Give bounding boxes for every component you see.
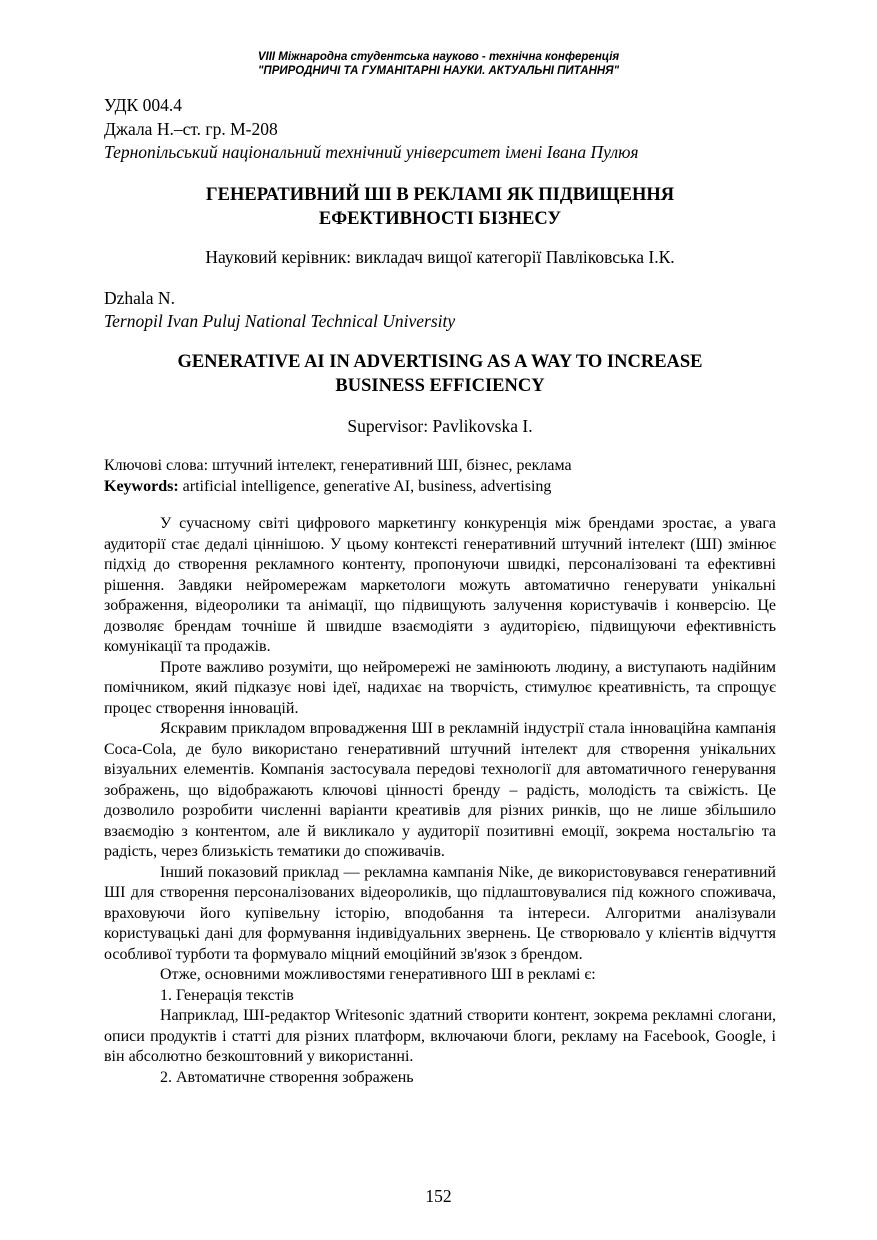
- supervisor-ua: Науковий керівник: викладач вищої категорії Павліковська І.К.: [205, 247, 675, 267]
- paragraph-3: Яскравим прикладом впровадження ШІ в рекламній індустрії стала інноваційна кампанія Coca-Cola, де було використано генеративний штучний інтелект для створення унікальних візуальних елементів. Компанія застосувала передові технології для автоматичного генерування зображень, що відображають ключові цінності бренду – радість, молодість та свіжість. Це дозволило розробити численні варіанти креативів для різних ринків, що не лише збільшило взаємодію з контентом, але й викликало у аудиторії позитивні емоції, зокрема ностальгію та радість, через близькість тематики до споживачів.: [104, 720, 776, 860]
- supervisor-en: Supervisor: Pavlikovska I.: [347, 416, 533, 436]
- title-en-line-1: GENERATIVE AI IN ADVERTISING AS A WAY TO INCREASE: [177, 352, 703, 372]
- title-ua-line-2: ЕФЕКТИВНОСТІ БІЗНЕСУ: [318, 209, 562, 229]
- title-ua: [104, 183, 776, 231]
- title-en: [104, 350, 776, 398]
- conference-name: VIII Міжнародна студентська науково - технічна конференція: [257, 51, 620, 63]
- keywords-ua: Ключові слова: штучний інтелект, генеративний ШІ, бізнес, реклама: [104, 457, 572, 474]
- conference-header: [0, 50, 877, 78]
- udk-code: УДК 004.4: [104, 95, 182, 115]
- paragraph-5: Отже, основними можливостями генеративного ШІ в рекламі є:: [160, 966, 596, 983]
- affiliation-en: Ternopil Ivan Puluj National Technical University: [104, 311, 456, 331]
- keywords-en-list: artificial intelligence, generative AI, business, advertising: [178, 478, 552, 495]
- paragraph-2: Проте важливо розуміти, що нейромережі не замінюють людину, а виступають надійним помічником, який підказує нові ідеї, надихає на творчість, стимулює креативність, та спрощує процес створення інновацій.: [104, 658, 776, 717]
- body-text: [104, 514, 776, 1088]
- conference-theme: "ПРИРОДНИЧІ ТА ГУМАНІТАРНІ НАУКИ. АКТУАЛЬНІ ПИТАННЯ": [257, 65, 620, 77]
- title-ua-line-1: ГЕНЕРАТИВНИЙ ШІ В РЕКЛАМІ ЯК ПІДВИЩЕННЯ: [205, 185, 675, 205]
- list-item-2: 2. Автоматичне створення зображень: [160, 1068, 414, 1086]
- paragraph-4: Інший показовий приклад — рекламна кампанія Nike, де використовувався генеративний ШІ для створення персоналізованих відеороликів, що підлаштовувалися під кожного споживача, враховуючи його купівельну історію, вподобання та інтереси. Алгоритми аналізували користувацькі дані для формування індивідуальних звернень. Це створювало у клієнтів відчуття особливої турботи та формувало міцний емоційний зв'язок з брендом.: [104, 863, 776, 963]
- page-number: 152: [425, 1186, 452, 1206]
- title-en-line-2: BUSINESS EFFICIENCY: [335, 376, 545, 396]
- paragraph-1: У сучасному світі цифрового маркетингу конкуренція між брендами зростає, а увага аудиторії стає дедалі ціннішою. У цьому контексті генеративний штучний інтелект (ШІ) змінює підхід до створення рекламного контенту, пропонуючи швидкі, персоналізовані та ефективні рішення. Завдяки нейромережам маркетологи можуть автоматично генерувати унікальні зображення, відеоролики та анімації, що підвищують залучення користувачів і конверсію. Це дозволяє брендам точніше й швидше взаємодіяти з аудиторією, підвищуючи ефективність комунікації та продажів.: [104, 515, 776, 655]
- keywords-en: [104, 476, 551, 497]
- list-item-1: 1. Генерація текстів: [160, 986, 294, 1004]
- paragraph-6: Наприклад, ШІ-редактор Writesonic здатний створити контент, зокрема рекламні слогани, описи продуктів і статті для різних платформ, включаючи блоги, рекламу на Facebook, Google, і він абсолютно безкоштовний у використанні.: [104, 1007, 776, 1065]
- author-en: Dzhala N.: [104, 288, 175, 308]
- author-ua: Джала Н.–ст. гр. М-208: [104, 119, 278, 139]
- affiliation-ua: Тернопільський національний технічний університет імені Івана Пулюя: [104, 142, 639, 162]
- keywords-en-label: Keywords:: [104, 478, 179, 495]
